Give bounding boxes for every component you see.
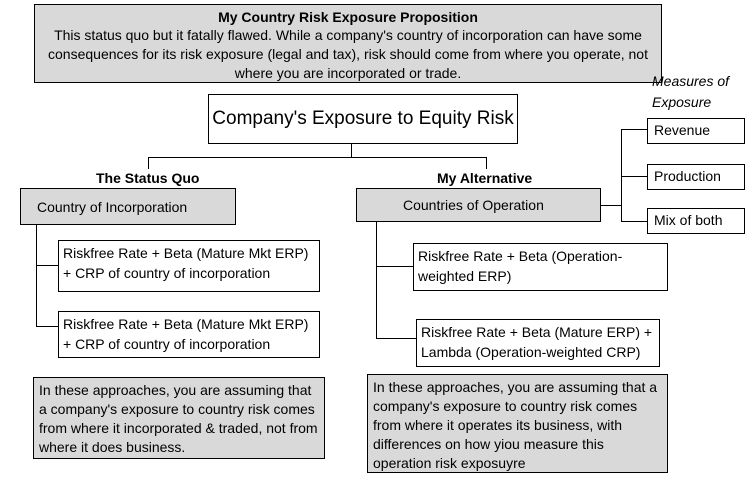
measures-label-line-2: Exposure xyxy=(652,94,712,110)
country-of-incorporation-node xyxy=(20,188,236,225)
measure-production: Production xyxy=(647,164,745,190)
right-vertical-connector xyxy=(376,222,377,339)
measures-of-exposure-label xyxy=(652,71,729,113)
left-connector-formula-2 xyxy=(36,326,58,327)
country-of-incorporation-label: Country of Incorporation xyxy=(37,198,188,215)
countries-of-operation-label: Countries of Operation xyxy=(403,197,544,213)
connector-left-down xyxy=(148,157,149,169)
proposition-body: This status quo but it fatally flawed. While a company's country of incorporation can have some consequences for its risk exposure (legal and tax), risk should come from where you operate, not where you are incorporated or trade. xyxy=(48,27,648,81)
status-quo-formula-1: Riskfree Rate + Beta (Mature Mkt ERP) + CRP of country of incorporation xyxy=(58,240,320,292)
countries-of-operation-node xyxy=(356,188,601,222)
alternative-heading: My Alternative xyxy=(437,170,533,186)
status-quo-note: In these approaches, you are assuming that a company's exposure to country risk comes from where it incorporated & traded, not from where it does business. xyxy=(33,377,325,459)
root-label: Company's Exposure to Equity Risk xyxy=(212,108,514,129)
measures-connector-production xyxy=(621,176,647,177)
measure-revenue: Revenue xyxy=(647,118,745,144)
connector-right-down xyxy=(486,157,487,169)
connector-branch-horizontal xyxy=(148,157,487,158)
measures-connector-from-node xyxy=(601,205,622,206)
proposition-title: My Country Risk Exposure Proposition xyxy=(218,9,478,25)
measure-mix-of-both: Mix of both xyxy=(647,208,745,234)
left-connector-formula-1 xyxy=(36,265,58,266)
measures-label-line-1: Measures of xyxy=(652,73,730,89)
alternative-note: In these approaches, you are assuming that a company's exposure to country risk comes from where it operates its business, with differences on how yiou measure this operation risk exposuyre xyxy=(367,374,668,473)
measures-connector-revenue xyxy=(621,129,647,130)
right-connector-formula-1 xyxy=(376,266,413,267)
connector-root-down xyxy=(351,144,352,158)
status-quo-heading: The Status Quo xyxy=(96,170,200,186)
right-connector-formula-2 xyxy=(376,338,416,339)
alternative-formula-2: Riskfree Rate + Beta (Mature ERP) + Lambda (Operation-weighted CRP) xyxy=(416,319,660,367)
alternative-formula-1: Riskfree Rate + Beta (Operation-weighted ERP) xyxy=(413,243,668,291)
status-quo-formula-2: Riskfree Rate + Beta (Mature Mkt ERP) + CRP of country of incorporation xyxy=(58,311,320,358)
measures-connector-mix xyxy=(621,221,647,222)
left-vertical-connector xyxy=(36,225,37,327)
proposition-box xyxy=(34,4,662,83)
root-node xyxy=(208,94,518,144)
